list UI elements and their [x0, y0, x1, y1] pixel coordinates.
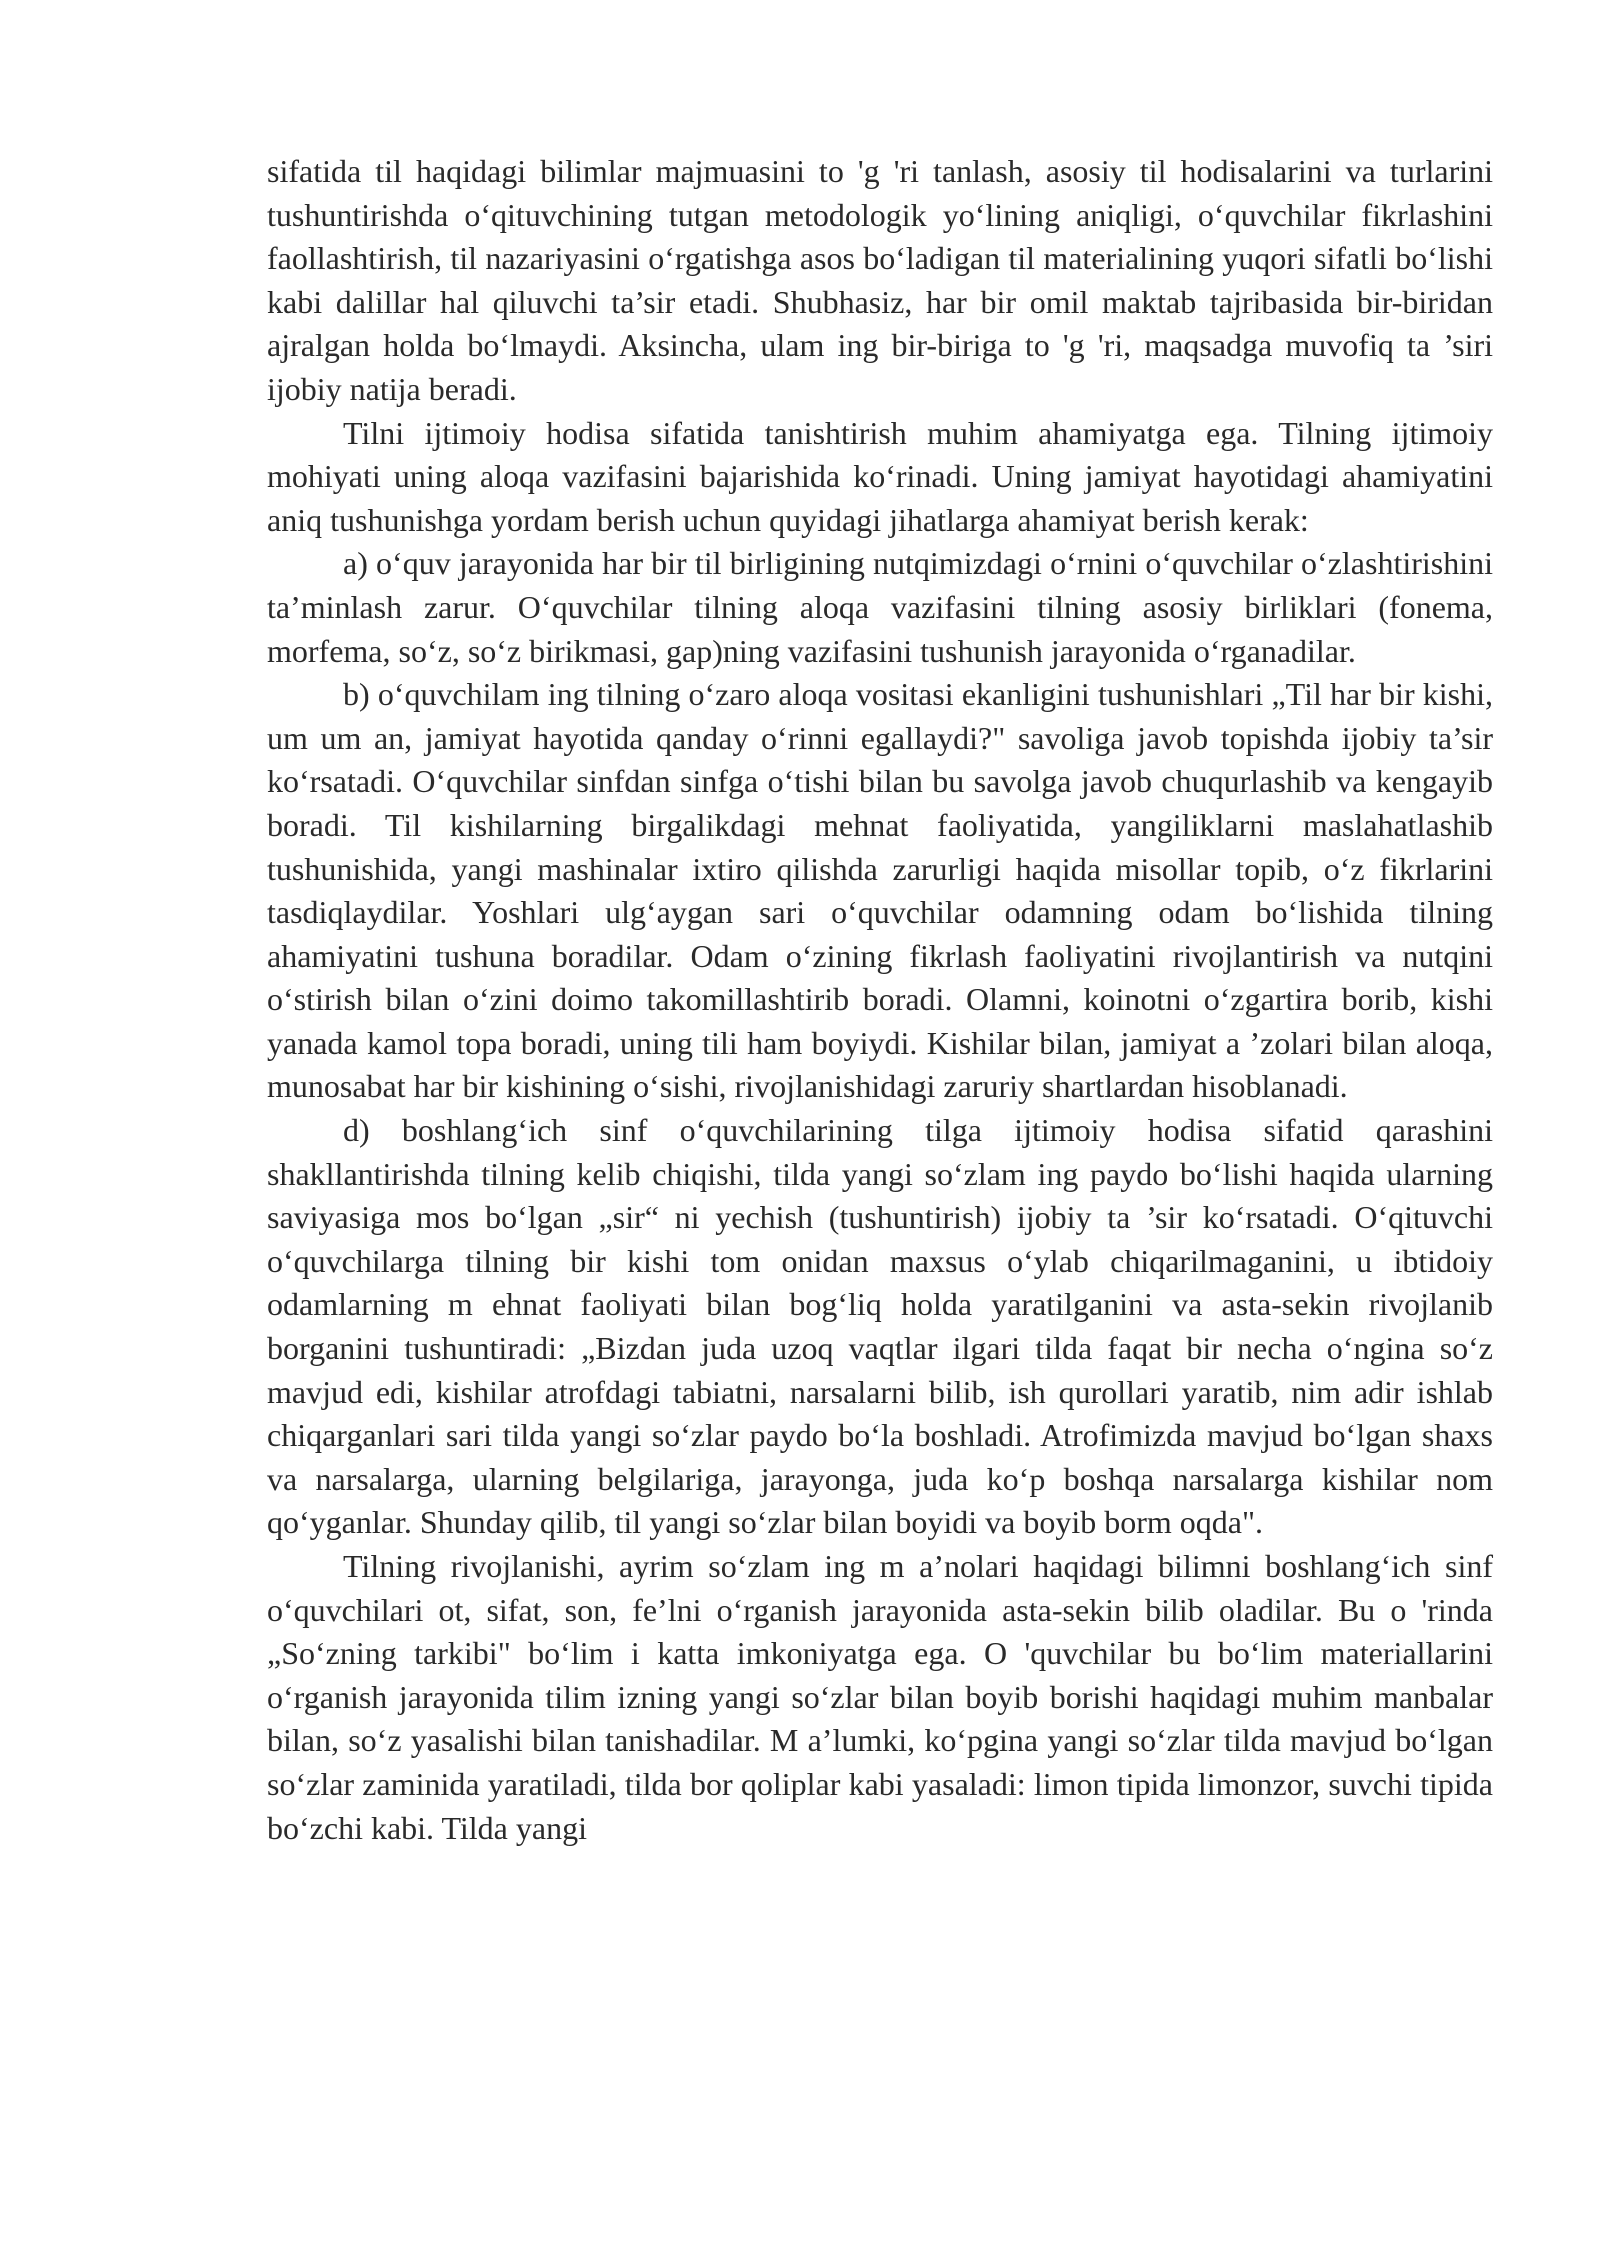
- paragraph-language-development: Tilning rivojlanishi, ayrim so‘zlam ing m a’nolari haqidagi bilimni boshlang‘ich sinf o‘quvchilari ot, sifat, son, fe’lni o‘rganish jarayonida asta-sekin bilib oladilar. Bu o 'rinda „So‘zning tarkibi" bo‘lim i katta imkoniyatga ega. O 'quvchilar bu bo‘lim materiallarini o‘rganish jarayonida tilim izning yangi so‘zlar bilan boyib borishi haqidagi muhim manbalar bilan, so‘z yasalishi bilan tanishadilar. M a’lumki, ko‘pgina yangi so‘zlar tilda mavjud bo‘lgan so‘zlar zaminida yaratiladi, tilda bor qoliplar kabi yasaladi: limon tipida limonzor, suvchi tipida bo‘zchi kabi. Tilda yangi: [267, 1548, 1493, 1846]
- paragraph-continuation: sifatida til haqidagi bilimlar majmuasini to 'g 'ri tanlash, asosiy til hodisalarini va turlarini tushuntirishda o‘qituvchining tutgan metodologik yo‘lining aniqligi, o‘quvchilar fikrlashini faollashtirish, til nazariyasini o‘rgatishga asos bo‘ladigan til materialining yuqori sifatli bo‘lishi kabi dalillar hal qiluvchi ta’sir etadi. Shubhasiz, har bir omil maktab tajribasida bir-biridan ajralgan holda bo‘lmaydi. Aksincha, ulam ing bir-biriga to 'g 'ri, maqsadga muvofiq ta ’siri ijobiy natija beradi.: [267, 153, 1493, 407]
- paragraph-point-a: a) o‘quv jarayonida har bir til birligining nutqimizdagi o‘rnini o‘quvchilar o‘zlashtirishini ta’minlash zarur. O‘quvchilar tilning aloqa vazifasini tilning asosiy birliklari (fonema, morfema, so‘z, so‘z birikmasi, gap)ning vazifasini tushunish jarayonida o‘rganadilar.: [267, 545, 1493, 669]
- document-page: [267, 150, 1493, 1850]
- paragraph-point-d: d) boshlang‘ich sinf o‘quvchilarining tilga ijtimoiy hodisa sifatid qarashini shakllantirishda tilning kelib chiqishi, tilda yangi so‘zlam ing paydo bo‘lishi haqida ularning saviyasiga mos bo‘lgan „sir“ ni yechish (tushuntirish) ijobiy ta ’sir ko‘rsatadi. O‘qituvchi o‘quvchilarga tilning bir kishi tom onidan maxsus o‘ylab chiqarilmaganini, u ibtidoiy odamlarning m ehnat faoliyati bilan bog‘liq holda yaratilganini va asta-sekin rivojlanib borganini tushuntiradi: „Bizdan juda uzoq vaqtlar ilgari tilda faqat bir necha o‘ngina so‘z mavjud edi, kishilar atrofdagi tabiatni, narsalarni bilib, ish qurollari yaratib, nim adir ishlab chiqarganlari sari tilda yangi so‘zlar paydo bo‘la boshladi. Atrofimizda mavjud bo‘lgan shaxs va narsalarga, ularning belgilariga, jarayonga, juda ko‘p boshqa narsalarga kishilar nom qo‘yganlar. Shunday qilib, til yangi so‘zlar bilan boyidi va boyib borm oqda".: [267, 1112, 1493, 1541]
- paragraph-point-b: b) o‘quvchilam ing tilning o‘zaro aloqa vositasi ekanligini tushunishlari „Til har bir kishi, um um an, jamiyat hayotida qanday o‘rinni egallaydi?" savoliga javob topishda ijobiy ta’sir ko‘rsatadi. O‘quvchilar sinfdan sinfga o‘tishi bilan bu savolga javob chuqurlashib va kengayib boradi. Til kishilarning birgalikdagi mehnat faoliyatida, yangiliklarni maslahatlashib tushunishida, yangi mashinalar ixtiro qilishda zarurligi haqida misollar topib, o‘z fikrlarini tasdiqlaydilar. Yoshlari ulg‘aygan sari o‘quvchilar odamning odam bo‘lishida tilning ahamiyatini tushuna boradilar. Odam o‘zining fikrlash faoliyatini rivojlantirish va nutqini o‘stirish bilan o‘zini doimo takomillashtirib boradi. Olamni, koinotni o‘zgartira borib, kishi yanada kamol topa boradi, uning tili ham boyiydi. Kishilar bilan, jamiyat a ’zolari bilan aloqa, munosabat har bir kishining o‘sishi, rivojlanishidagi zaruriy shartlardan hisoblanadi.: [267, 676, 1493, 1105]
- paragraph-social-phenomenon: Tilni ijtimoiy hodisa sifatida tanishtirish muhim ahamiyatga ega. Tilning ijtimoiy mohiyati uning aloqa vazifasini bajarishida ko‘rinadi. Uning jamiyat hayotidagi ahamiyatini aniq tushunishga yordam berish uchun quyidagi jihatlarga ahamiyat berish kerak:: [267, 414, 1493, 538]
